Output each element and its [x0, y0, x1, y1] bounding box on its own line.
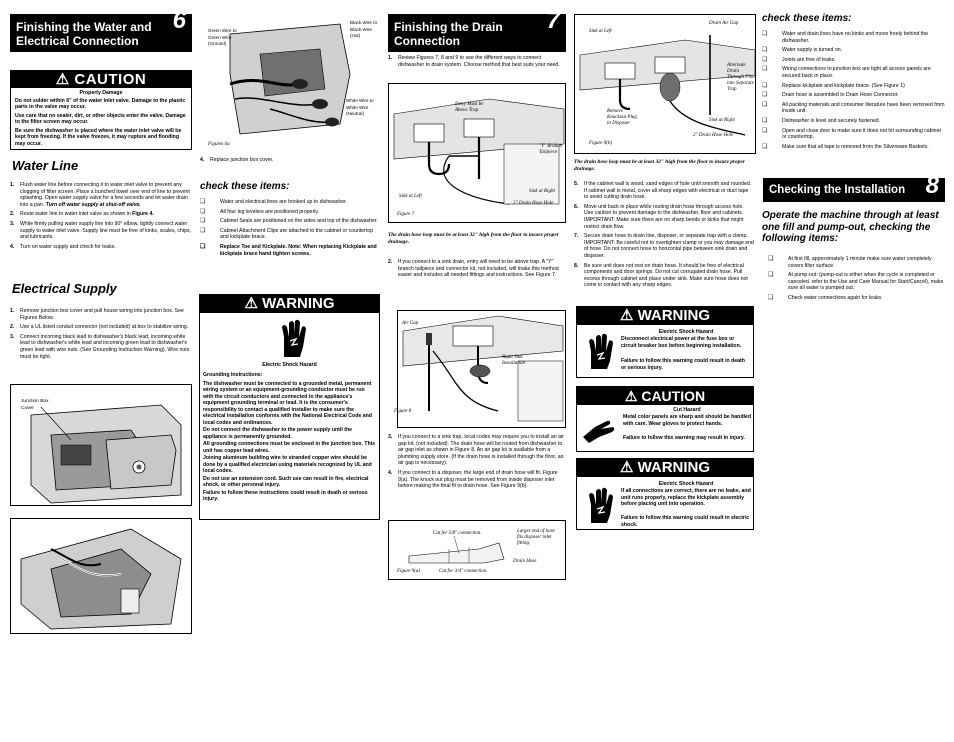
- warning1-text-1: The dishwasher must be connected to a grounded metal, permanent wiring system or an equipment-grounding conductor must be run with the circuit conductors and connected to the appliance's equipment grounding terminal or lead. It is the consumer's responsibility to contact a qualified installer to make sure the electrical installation conforms with the National Electrical Code and local codes and ordinances.: [203, 380, 372, 426]
- list-item: ❑ Joints are free of leaks.: [762, 56, 836, 63]
- list-item: 1. Review Figures 7, 8 and 9 to see the different ways to connect dishwasher to drain system. Choose method that best suits your need.: [388, 55, 560, 68]
- caution-text-2: Use care that no sealer, dirt, or other objects enter the valve. Damage to the filter screen may occur.: [15, 112, 186, 125]
- section-6-header: [10, 7, 192, 52]
- warning3-text-2: Failure to follow this warning could result in electric shock.: [621, 515, 750, 528]
- figure-6a-caption: Figures 6a: [208, 142, 230, 147]
- section-6-number: 6: [172, 7, 186, 34]
- checkbox-icon: ❑: [762, 92, 768, 99]
- checkbox-icon: ❑: [200, 218, 206, 225]
- fig9a-larger-label: Larger end of hose fits disposer inlet fitting.: [517, 529, 555, 546]
- list-item: ❑ Dishwasher is level and securely fastened.: [762, 117, 881, 124]
- white-wire-label: White Wire to White Wire (Neutral): [346, 98, 374, 116]
- warning-triangle-icon: ⚠: [619, 307, 634, 324]
- warning-box-grounding: [199, 294, 380, 520]
- list-item: 3. If you connect to a sink trap, local codes may require you to install an air gap kit, (not included). The drain hose will be routed from dishwasher to air gap inlet as shown in Figure 8. An air gap kit is available from a plumbing supply store. (If the drain hose is installed through the floor, an air gap is necessary).: [388, 434, 564, 467]
- list-item: ❑ Drain hose is assembled to Drain Hose Connector.: [762, 92, 899, 99]
- drain-steps-5-8: [574, 181, 754, 292]
- list-item: 4. Replace junction box cover.: [200, 157, 274, 163]
- section-6-title-line2: Electrical Connection: [16, 34, 139, 48]
- fig9a-drainhose-label: Drain Hose: [513, 559, 537, 564]
- section-7-number: 7: [546, 7, 560, 34]
- list-item: ❑ Open and close door to make sure it does not hit surrounding cabinet or countertop.: [762, 127, 941, 141]
- junction-box-figure: [10, 384, 192, 506]
- fig8-caption: Figure 8: [394, 409, 412, 414]
- checkbox-icon: ❑: [768, 294, 774, 301]
- checkbox-icon: ❑: [200, 208, 206, 215]
- warning-triangle-icon: ⚠: [624, 388, 638, 404]
- electric-shock-hand-icon: [583, 485, 615, 525]
- figure-6a: [200, 14, 380, 150]
- list-item: ❑ Cabinet Seals are positioned on the sides and top of the dishwasher.: [200, 218, 378, 225]
- list-item: 6. Move unit back in place while routing drain hose through access hole. Use caution to prevent damage to the dishwasher, floor and cabinets. IMPORTANT: Make sure there are no sharp bends or kinks that might restrict drain flow.: [574, 203, 744, 230]
- warning1-text-4: Joining aluminum building wire to stranded copper wire should be done by a qualified electrician using materials recognized by UL and local codes.: [203, 455, 372, 474]
- col2-step: [200, 157, 380, 167]
- checkbox-icon: ❑: [200, 227, 206, 234]
- junction-box-label: Junction Box Cover: [21, 399, 49, 411]
- fig9a-cut58-label: Cut for 5/8" connection.: [433, 531, 482, 536]
- air-gap-illustration: [398, 311, 567, 429]
- list-item: ❑ At pump-out: (pump-out is either when the cycle is completed or canceled. refer to the Use and Care Manual for Start/Cancel), make sure all water is pumped out.: [768, 272, 944, 292]
- wire-connection-figure: [10, 518, 192, 634]
- fig7-entry-label: Entry Must be Above Trap: [455, 102, 484, 113]
- caution2-text-1: Metal color panels are sharp and should be handled with care. Wear gloves to protect hands.: [623, 414, 751, 427]
- fig9b-sink-left-label: Sink at Left: [589, 29, 612, 34]
- warning-box-kickplate: [576, 458, 754, 530]
- check-items-heading-2: check these items:: [762, 13, 852, 24]
- fig9a-caption: Figure 9(a): [397, 569, 421, 574]
- section-8-number: 8: [925, 172, 939, 199]
- list-item: ❑ Cabinet Attachment Clips are attached to the cabinet or countertop and kickplate brace.: [200, 227, 374, 241]
- list-item: ❑ Water and electrical lines are hooked up to dishwasher.: [200, 199, 347, 205]
- drain-step-1: [388, 55, 566, 71]
- fig9b-airgap-label: Drain Air Gap: [709, 21, 739, 26]
- fig9b-caption: Figure 9(b): [589, 141, 613, 146]
- caution-box-cut: [576, 386, 754, 452]
- caution-heading: Property Damage: [79, 90, 123, 96]
- list-item: 1. Flush water line before connecting it to water inlet valve to prevent any clogging of filter screen. Place a bunched towel over end of line to prevent splashing. Open water supply valve for a few seconds and let water drain into a pan. Turn off water supply at shut-off valve.: [10, 182, 190, 208]
- checkbox-icon: ❑: [762, 143, 768, 150]
- caution2-text-2: Failure to follow this warning may result in injury.: [623, 435, 745, 441]
- warning1-text-2: Do not connect the dishwasher to the power supply until the appliance is permanently grounded.: [203, 427, 353, 440]
- water-line-heading: Water Line: [12, 158, 79, 173]
- wire-connection-illustration: [11, 519, 193, 635]
- electric-shock-hand-icon: [276, 317, 312, 359]
- checkbox-icon: ❑: [762, 56, 768, 63]
- fig7-hole-label: 2" Drain Hose Hole: [513, 201, 554, 206]
- checkbox-icon: ❑: [768, 272, 774, 279]
- warning-triangle-icon: ⚠: [619, 459, 634, 476]
- list-item: ❑ At first fill, approximately 1 minute make sure water completely covers filter surface.: [768, 256, 932, 269]
- list-item: ❑ Make sure that all tape is removed from the Silverware Baskets.: [762, 143, 929, 150]
- fig7-sink-right-label: Sink at Right: [529, 189, 555, 194]
- checkbox-icon: ❑: [762, 117, 768, 124]
- list-item: ❑ Water supply is turned on.: [762, 47, 843, 54]
- warning1-text-6: Failure to follow these instructions could result in death or serious injury.: [203, 489, 368, 502]
- warning-triangle-icon: ⚠: [55, 71, 70, 88]
- checkbox-icon: ❑: [200, 243, 206, 250]
- drain-loop-note-2: The drain hose loop must be at least 32" high from the floor to insure proper drainage.: [574, 159, 745, 172]
- warning2-heading: Electric Shock Hazard: [658, 329, 714, 335]
- warning-banner: ⚠ WARNING: [577, 307, 753, 325]
- caution-banner: ⚠ CAUTION: [577, 387, 753, 405]
- check-installation-list: [768, 256, 946, 305]
- section-7-title-line2: Connection: [394, 34, 460, 48]
- list-item: 3. While firmly pulling water supply line into 90° elbow, tightly connect water supply to water inlet valve. Supply line must be free of kinks, scales, chips, and lubricants.: [10, 220, 191, 241]
- checkbox-icon: ❑: [762, 66, 768, 73]
- list-item: 1. Remove junction box cover and pull house wiring into junction box. See Figures Below.: [10, 308, 184, 321]
- list-item: ❑ Water and drain lines have no kinks and move freely behind the dishwasher.: [762, 31, 929, 44]
- section-8-header: [763, 172, 945, 202]
- warning-box-disconnect: [576, 306, 754, 378]
- warning-triangle-icon: ⚠: [244, 295, 258, 312]
- list-item: ❑ All packing materials and consumer literature have been removed from inside unit.: [762, 101, 945, 115]
- list-item: 2. If you connect to a sink drain, entry will need to be above trap. A "Y" branch tailpiece and connector kit, not included, will make this method easier and includes all needed fittings and instructions. See Figure 7.: [388, 259, 559, 279]
- fig8-right-label: Right Side Installation: [502, 355, 526, 366]
- check-items-list-2: [762, 31, 946, 153]
- checkbox-icon: ❑: [200, 199, 206, 205]
- caution-text-1: Do not solder within 6" of the water inlet valve. Damage to the plastic parts in the valve may occur.: [15, 97, 186, 110]
- list-item: 5. If the cabinet wall is wood, sand edges of hole until smooth and rounded. If cabinet wall is metal, cover all sharp edges with electrical or duct tape to avoid cutting drain hose.: [574, 181, 752, 201]
- warning1-text-5: Do not use an extension cord. Such use can result in fire, electrical shock, or other personal injury.: [203, 475, 369, 488]
- list-item: ❑ Wiring connections to junction box are tight all access panels are secured back in place.: [762, 66, 931, 79]
- warning3-text-1: If all connections are correct, there are no leaks, and unit runs properly, replace the kickplate assembly before placing unit into operation.: [621, 488, 751, 507]
- green-wire-label: Green Wire to Green Wire (Ground): [208, 28, 237, 46]
- drain-steps-3-4: [388, 434, 566, 493]
- caution-box-property: [10, 70, 192, 150]
- fig9a-cut34-label: Cut for 3/4" connection.: [439, 569, 488, 574]
- water-line-steps: [10, 182, 192, 253]
- figure-9a: [388, 520, 566, 580]
- drain-loop-note-1: The drain hose loop must be at least 32" high from the floor to insure proper drainage.: [388, 232, 559, 245]
- warning-banner: ⚠ WARNING: [577, 459, 753, 477]
- electric-shock-hand-icon: [583, 331, 615, 371]
- section-7-title-line1: Finishing the Drain: [394, 20, 503, 34]
- warning1-text-3: All grounding connections must be enclosed in the junction box. This unit has copper lead wires.: [203, 441, 376, 454]
- section-8-title: Checking the Installation: [769, 184, 906, 196]
- electrical-steps: [10, 308, 192, 363]
- list-item: 8. Be sure unit does not rest on drain hose. It should be free of electrical components and door springs. Do not cut corrugated drain hose. Pull excess through cabinet and place under sink. Make sure hose does not come in contact with any sharp edges.: [574, 262, 748, 289]
- warning1-subheading: Grounding Instructions:: [203, 372, 263, 378]
- glove-hand-icon: [581, 415, 617, 445]
- fig9b-sink-right-label: Sink at Right: [709, 118, 735, 123]
- figure-9b: [574, 14, 756, 154]
- warning2-text-1: Disconnect electrical power at the fuse box or circuit breaker box before beginning installation.: [621, 336, 742, 349]
- list-item: ❑ Replace Toe and Kickplate. Note: When replacing Kickplate and kickplate brace hand tighten screws.: [200, 243, 377, 257]
- warning3-heading: Electric Shock Hazard: [658, 481, 714, 487]
- list-item: ❑ Replace kickplate and kickplate brace. (See Figure 1): [762, 82, 905, 89]
- section-7-header: [388, 7, 566, 52]
- caution-text-3: Be sure the dishwasher is placed where the water inlet valve will be kept from freezing. If the valve freezes, it may rupture and flooding may occur.: [15, 127, 182, 147]
- caution2-heading: Cut Hazard: [673, 407, 701, 413]
- electrical-supply-heading: Electrical Supply: [12, 281, 117, 296]
- operate-instructions: Operate the machine through at least one fill and pump-out, checking the following items:: [762, 210, 939, 244]
- checkbox-icon: ❑: [768, 256, 774, 262]
- fig7-branch-label: "Y" Branch Tailpiece: [539, 144, 562, 155]
- checkbox-icon: ❑: [762, 101, 768, 108]
- fig7-caption: Figure 7: [397, 212, 415, 217]
- check-items-list-1: [200, 199, 380, 260]
- list-item: 2. Route water line to water inlet valve as shown in Figure 4.: [10, 211, 154, 218]
- warning-banner: ⚠ WARNING: [200, 295, 379, 313]
- drain-step-2: [388, 259, 566, 282]
- fig8-airgap-label: Air Gap: [402, 321, 419, 326]
- fig9b-hole-label: 2" Drain Hose Hole: [693, 133, 734, 138]
- fig7-sink-left-label: Sink at Left: [399, 194, 422, 199]
- checkbox-icon: ❑: [762, 82, 768, 89]
- fig9b-alternate-label: Alternate Drain Through Floor into Separate Trap: [727, 63, 757, 92]
- warning1-heading: Electric Shock Hazard: [262, 362, 317, 368]
- list-item: ❑ All four leg levelers are positioned properly.: [200, 208, 320, 215]
- list-item: 3. Connect incoming black lead to dishwasher's black lead, incoming white lead to dishwasher's white lead and incoming green lead to dishwasher's green lead with wire nuts. (See Grounding Instruction Warning). Wire nuts must be tight.: [10, 333, 190, 360]
- list-item: 4. If you connect to a disposer, the large end of drain hose will fit. Figure 9(a). The knock out plug must be removed from inside disposer inlet before making the final fit to drain hose. See Figure 9(b).: [388, 469, 558, 490]
- section-6-title-line1: Finishing the Water and: [16, 20, 152, 34]
- figure-8: [394, 310, 566, 428]
- black-wire-label: Black Wire to Black Wire (Hot): [350, 20, 378, 38]
- fig9b-remove-label: Remove Knockout Plug in Disposer: [607, 109, 637, 126]
- checkbox-icon: ❑: [762, 127, 768, 134]
- warning2-text-2: Failure to follow this warning could result in death or serious injury.: [621, 358, 745, 371]
- checkbox-icon: ❑: [762, 47, 768, 54]
- list-item: ❑ Check water connections again for leaks.: [768, 294, 883, 301]
- check-items-heading-1: check these items:: [200, 181, 290, 192]
- figure-7: [388, 83, 566, 223]
- list-item: 2. Use a UL listed conduit connector (not included) at box to stabilize wiring.: [10, 324, 189, 331]
- list-item: 7. Secure drain hose to drain line, disposer, or separate trap with a clamp. IMPORTANT: Be careful not to overtighten clamp or you may damage end of hose. Do not connect hose to horizontal pipe between sink drain and disposer.: [574, 233, 754, 259]
- checkbox-icon: ❑: [762, 31, 768, 37]
- caution-banner: ⚠ CAUTION: [11, 71, 191, 88]
- list-item: 4. Turn on water supply and check for leaks.: [10, 243, 116, 250]
